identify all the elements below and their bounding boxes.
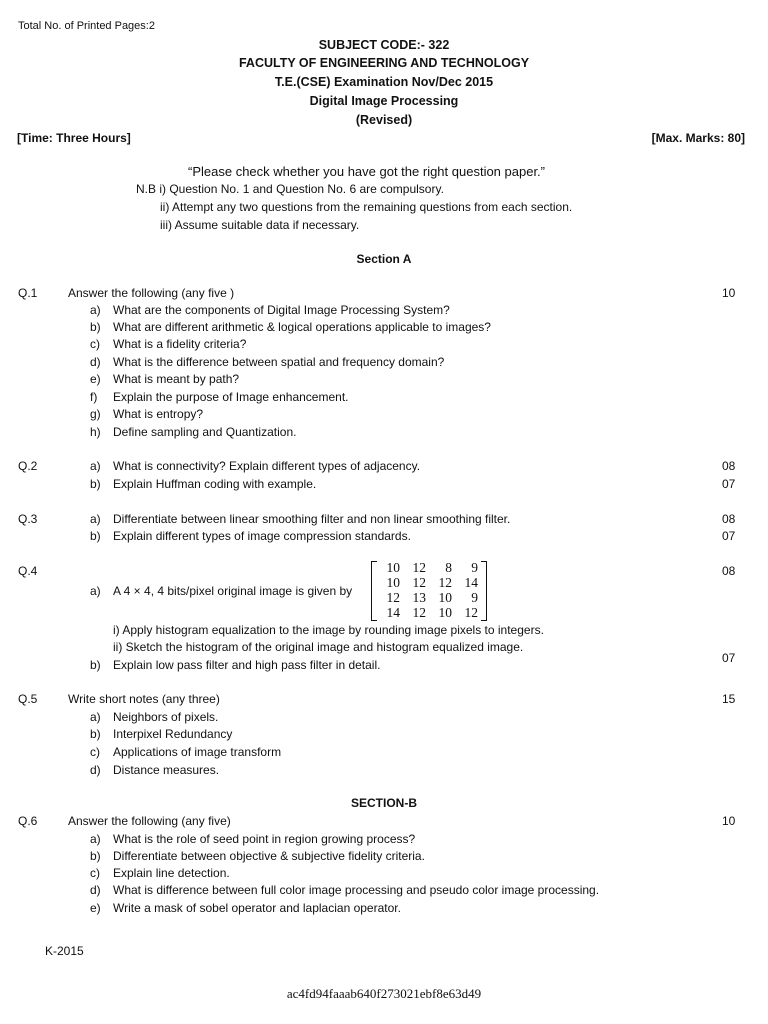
instruction-1: N.B i) Question No. 1 and Question No. 6 are compulsory.: [136, 182, 444, 196]
matrix-row: [377, 605, 481, 620]
q6-item-text: Differentiate between objective & subjective fidelity criteria.: [113, 849, 425, 863]
q3-item-label: a): [90, 512, 101, 526]
q1-item-text: Explain the purpose of Image enhancement.: [113, 390, 349, 404]
instruction-2: ii) Attempt any two questions from the remaining questions from each section.: [160, 200, 573, 214]
q5-item-label: a): [90, 710, 101, 724]
q2-item-label: a): [90, 459, 101, 473]
q1-item-label: g): [90, 407, 101, 421]
q1-item-text: What is a fidelity criteria?: [113, 337, 247, 351]
q2-item-marks: 08: [722, 459, 736, 473]
q6-item-text: Write a mask of sobel operator and laplacian operator.: [113, 901, 401, 915]
q6-title: Answer the following (any five): [68, 814, 231, 828]
q6-item-text: What is difference between full color image processing and pseudo color image processing.: [113, 883, 600, 897]
matrix-cell: 12: [464, 605, 478, 620]
matrix-cell: 12: [412, 560, 426, 575]
q5-item-text: Applications of image transform: [113, 745, 282, 759]
q2-item-marks: 07: [722, 477, 736, 491]
q2-item-text: Explain Huffman coding with example.: [113, 477, 317, 491]
q2-item-label: b): [90, 477, 101, 491]
q6-item-label: a): [90, 832, 101, 846]
max-marks: [Max. Marks: 80]: [651, 131, 745, 145]
q6-item-text: Explain line detection.: [113, 866, 230, 880]
q5-title: Write short notes (any three): [68, 692, 220, 706]
section-b-heading: SECTION-B: [351, 796, 417, 810]
check-paper-note: “Please check whether you have got the right question paper.”: [188, 164, 545, 179]
matrix-cell: 9: [471, 590, 478, 605]
document-hash: ac4fd94faaab640f273021ebf8e63d49: [286, 986, 482, 1001]
faculty-title: FACULTY OF ENGINEERING AND TECHNOLOGY: [238, 56, 530, 70]
matrix-cell: 8: [445, 560, 452, 575]
subject-title: Digital Image Processing: [309, 94, 459, 108]
q5-item-text: Distance measures.: [113, 763, 220, 777]
matrix-cell: 9: [471, 560, 478, 575]
q4-b-label: b): [90, 658, 101, 672]
q5-number: Q.5: [18, 692, 38, 706]
matrix-table: [377, 560, 481, 620]
q6-item-label: e): [90, 901, 101, 915]
paper-code: K-2015: [45, 944, 84, 958]
matrix-row: [377, 590, 481, 605]
matrix-cell: 10: [438, 605, 452, 620]
q6-item-text: What is the role of seed point in region growing process?: [113, 832, 416, 846]
q1-item-text: What are the components of Digital Image Processing System?: [113, 303, 450, 317]
matrix-right-bracket: [481, 561, 487, 621]
matrix-cell: 12: [412, 605, 426, 620]
q4-a-marks: 08: [722, 564, 736, 578]
q4-b-marks: 07: [722, 651, 736, 665]
matrix-cell: 10: [438, 590, 452, 605]
q4-b-text: Explain low pass filter and high pass filter in detail.: [113, 658, 381, 672]
q1-marks: 10: [722, 286, 736, 300]
matrix-cell: 10: [386, 575, 400, 590]
matrix-row: [377, 575, 481, 590]
matrix-cell: 12: [438, 575, 452, 590]
instruction-3: iii) Assume suitable data if necessary.: [160, 218, 360, 232]
q6-item-label: b): [90, 849, 101, 863]
q1-title: Answer the following (any five ): [68, 286, 235, 300]
matrix-cell: 13: [412, 590, 426, 605]
q2-number: Q.2: [18, 459, 38, 473]
matrix-cell: 14: [464, 575, 478, 590]
section-a-heading: Section A: [356, 252, 412, 266]
q1-item-label: f): [90, 390, 98, 404]
q6-item-label: c): [90, 866, 100, 880]
q1-item-label: c): [90, 337, 100, 351]
q6-marks: 10: [722, 814, 736, 828]
printed-pages-note: Total No. of Printed Pages:2: [18, 20, 155, 32]
matrix-row: [377, 560, 481, 575]
q1-item-label: h): [90, 425, 101, 439]
revised-label: (Revised): [355, 113, 413, 127]
q1-item-text: What is entropy?: [113, 407, 204, 421]
q3-item-text: Explain different types of image compression standards.: [113, 529, 411, 543]
q4-a-text: A 4 × 4, 4 bits/pixel original image is given by: [113, 584, 353, 598]
q3-item-marks: 08: [722, 512, 736, 526]
q5-item-text: Neighbors of pixels.: [113, 710, 219, 724]
q5-item-text: Interpixel Redundancy: [113, 727, 233, 741]
q1-item-text: What is the difference between spatial and frequency domain?: [113, 355, 445, 369]
q4-a-label: a): [90, 584, 101, 598]
time-limit: [Time: Three Hours]: [17, 131, 131, 145]
exam-title: T.E.(CSE) Examination Nov/Dec 2015: [274, 75, 494, 89]
matrix-cell: 10: [386, 560, 400, 575]
q1-item-label: d): [90, 355, 101, 369]
q4-sub-ii: ii) Sketch the histogram of the original image and histogram equalized image.: [113, 640, 524, 654]
q1-item-label: e): [90, 372, 101, 386]
q1-item-label: b): [90, 320, 101, 334]
q2-item-text: What is connectivity? Explain different types of adjacency.: [113, 459, 421, 473]
subject-code: SUBJECT CODE:- 322: [318, 38, 450, 52]
q3-item-label: b): [90, 529, 101, 543]
q3-number: Q.3: [18, 512, 38, 526]
q1-number: Q.1: [18, 286, 38, 300]
q3-item-marks: 07: [722, 529, 736, 543]
image-matrix: [371, 561, 487, 621]
q3-item-text: Differentiate between linear smoothing filter and non linear smoothing filter.: [113, 512, 511, 526]
matrix-cell: 12: [386, 590, 400, 605]
q5-item-label: d): [90, 763, 101, 777]
q5-item-label: b): [90, 727, 101, 741]
q5-marks: 15: [722, 692, 736, 706]
q1-item-text: What are different arithmetic & logical operations applicable to images?: [113, 320, 491, 334]
q5-item-label: c): [90, 745, 100, 759]
q6-item-label: d): [90, 883, 101, 897]
matrix-cell: 14: [386, 605, 400, 620]
q1-item-label: a): [90, 303, 101, 317]
q6-number: Q.6: [18, 814, 38, 828]
q1-item-text: What is meant by path?: [113, 372, 240, 386]
q4-sub-i: i) Apply histogram equalization to the image by rounding image pixels to integers.: [113, 623, 544, 637]
q1-item-text: Define sampling and Quantization.: [113, 425, 297, 439]
q4-number: Q.4: [18, 564, 38, 578]
matrix-cell: 12: [412, 575, 426, 590]
